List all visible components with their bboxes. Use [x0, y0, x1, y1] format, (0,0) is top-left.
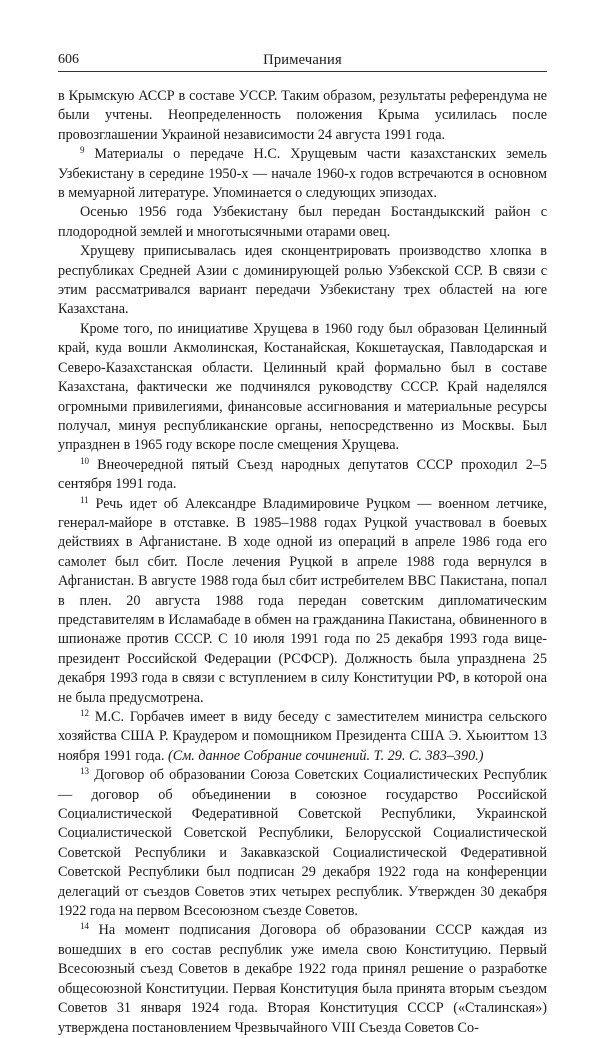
paragraph-text: в Крымскую АССР в составе УССР. Таким образом, результаты референдума не были учтены. Неопределенность положения Крыма усилилась после провозглашении Украиной независимости 24 августа 1991 года. — [58, 88, 547, 143]
paragraph-text: Материалы о передаче Н.С. Хрущевым части казахстанских земель Узбекистану в середине 1950-х — начале 1960-х годов встречаются в основном в мемуарной литературе. Упоминается о следующих эпизодах. — [58, 146, 547, 202]
paragraph-text: Договор об образовании Союза Советских Социалистических Республик — договор об объединении в союзное государство Российской Социалистической Федеративной Советской Республики, Украинской Социалистической Советской Республики, Белорусской Социалистической Советской Республики и Закавказской Социалистической Федеративной Советской Республики был подписан 29 декабря 1922 года на конференции делегаций от съездов Советов этих четырех республик. Утвержден 30 декабря 1922 года на первом Всесоюзном съезде Советов. — [58, 767, 547, 920]
paragraph — [58, 242, 547, 320]
note-number: 13 — [80, 766, 89, 777]
paragraph-text: Осенью 1956 года Узбекистану был передан Бостандыкский район с плодородной землей и многотысячными отарами овец. — [58, 204, 547, 240]
paragraph — [58, 320, 547, 456]
citation-reference: (См. данное Собрание сочинений. Т. 29. С. 383–390.) — [168, 747, 484, 764]
footnote-9 — [58, 145, 547, 203]
note-number: 12 — [80, 708, 89, 718]
header-rule — [58, 71, 547, 72]
note-number: 14 — [80, 921, 89, 932]
note-number: 9 — [80, 145, 85, 156]
paragraph-text: Внеочередной пятый Съезд народных депутатов СССР проходил 2–5 сентября 1991 года. — [58, 456, 547, 493]
footnote-14 — [58, 921, 547, 1037]
paragraph — [58, 203, 547, 242]
paragraph-text: Кроме того, по инициативе Хрущева в 1960 году был образован Целинный край, куда вошли Акмолинская, Костанайская, Кокшетауская, Павлодарская и Северо-Казахстанская области. Целинный край формально был в составе Казахстана, фактически же подчинялся руководству СССР. Край наделялся огромными привилегиями, финансовые ассигнования и материальные ресурсы получал, минуя республиканские органы, непосредственно из Москвы. Был упразднен в 1965 году вскоре после смещения Хрущева. — [58, 320, 547, 454]
notes-body — [58, 87, 547, 1038]
paragraph — [58, 87, 547, 145]
paragraph-text: На момент подписания Договора об образовании СССР каждая из вошедших в его состав республик уже имела свою Конституцию. Первый Всесоюзный съезд Советов в декабре 1922 года принял решение о разработке общесоюзной Конституции. Первая Конституция была принята вторым съездом Советов 31 января 1924 года. Вторая Конституция СССР («Сталинская») утверждена постановлением Чрезвычайного VIII Съезда Советов Со- — [58, 922, 547, 1036]
footnote-10 — [58, 456, 547, 495]
page-number: 606 — [58, 52, 79, 67]
paragraph-text: М.С. Горбачев имеет в виду беседу с заместителем министра сельского хозяйства США Р. Краудером и помощником Президента США Э. Хьюиттом 13 ноября 1991 года. — [58, 709, 547, 764]
paragraph-text: Речь идет об Александре Владимировиче Руцком — военном летчике, генерал-майоре в отставке. В 1985–1988 годах Руцкой участвовал в боевых действиях в Афганистане. В ходе одной из операций в апреле 1986 года его самолет был сбит. После лечения Руцкой в апреле 1988 года вернулся в Афганистан. В августе 1988 года был сбит истребителем ВВС Пакистана, попал в плен. 20 августа 1988 года передан советским дипломатическим представителям в Исламабаде в обмен на гражданина Пакистана, обвиненного в шпионаже против СССР. С 10 июля 1991 года по 25 декабря 1993 года вице-президент Российской Федерации (РСФСР). Должность была упразднена 25 декабря 1993 года в связи с вступлением в силу Конституции РФ, в которой она не была предусмотрена. — [58, 495, 547, 706]
paragraph-text: Хрущеву приписывалась идея сконцентрировать производство хлопка в республиках Средней Азии с доминирующей ролью Узбекской ССР. В связи с этим рассматривался вариант передачи Узбекистану трех областей на юге Казахстана. — [58, 243, 547, 318]
footnote-13 — [58, 766, 547, 921]
footnote-11 — [58, 495, 547, 708]
footnote-12 — [58, 708, 547, 766]
note-number: 11 — [80, 494, 89, 505]
note-number: 10 — [80, 455, 89, 466]
running-title: Примечания — [263, 52, 342, 68]
page-header — [58, 52, 547, 72]
